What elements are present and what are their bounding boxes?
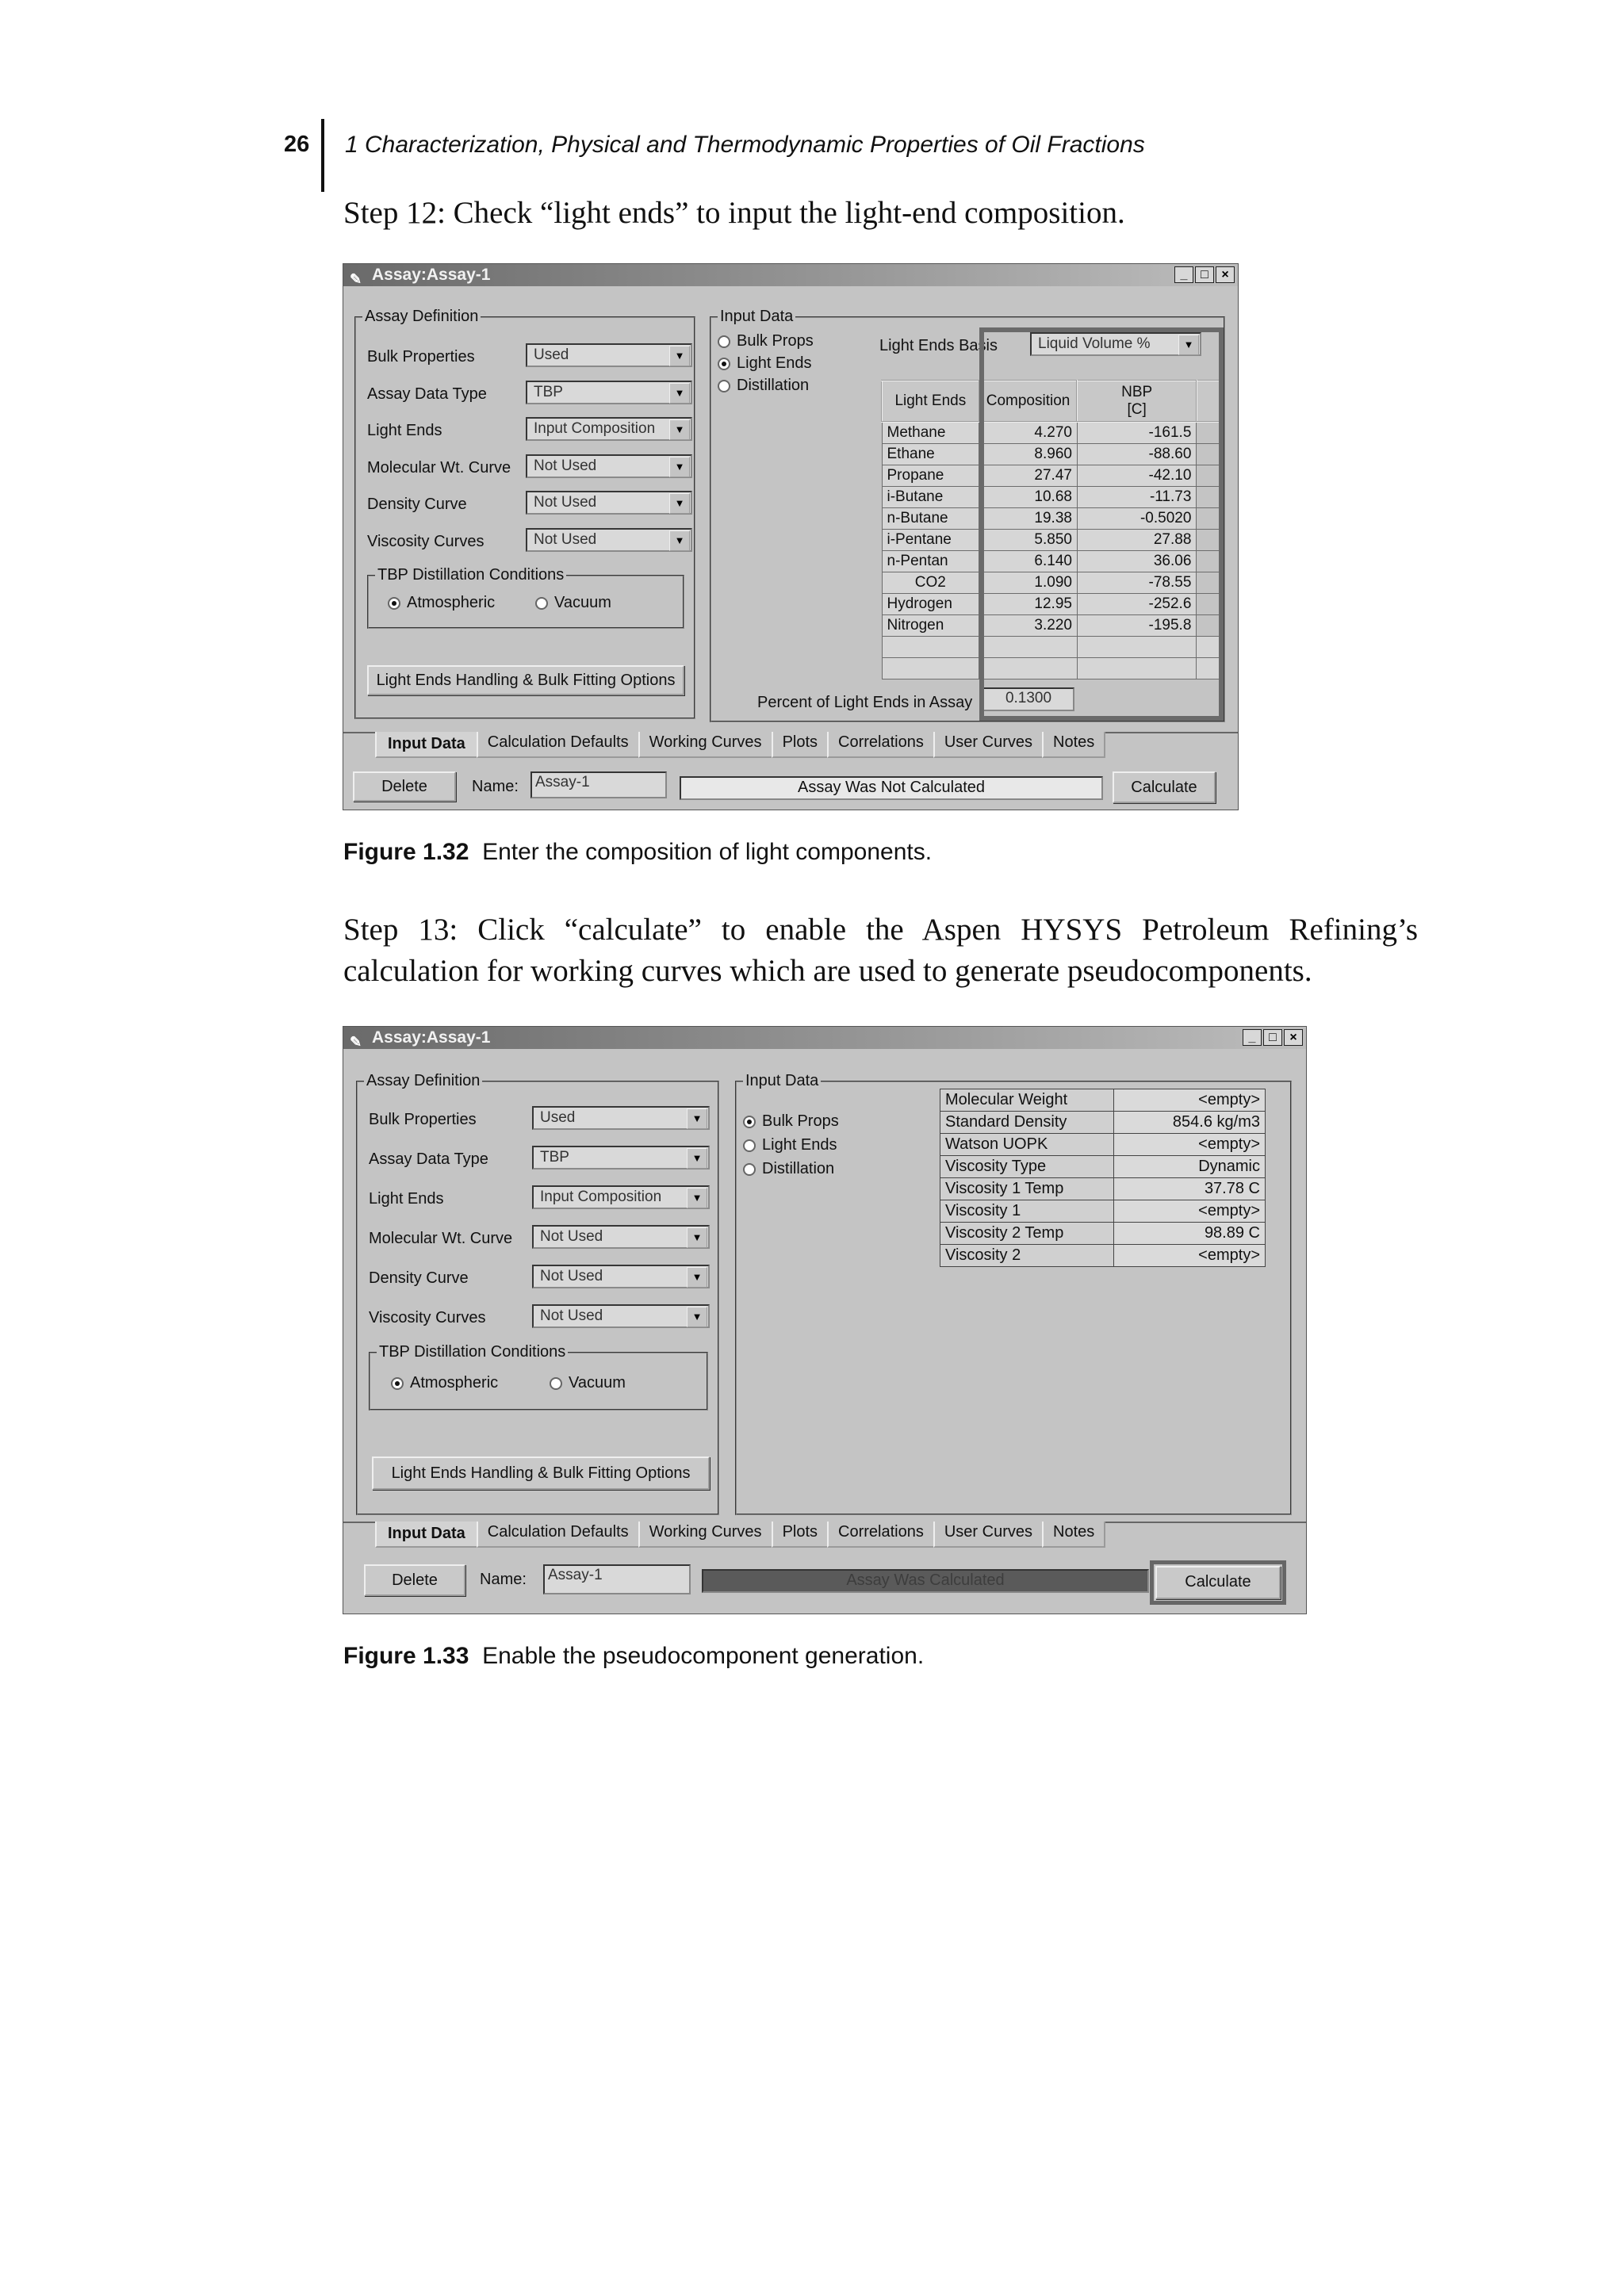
radio-vacuum[interactable]: Vacuum xyxy=(535,594,611,612)
assay-row-value: Not Used xyxy=(534,457,597,474)
page-number: 26 xyxy=(284,132,310,157)
component-name[interactable]: Nitrogen xyxy=(882,615,979,637)
property-value[interactable]: Dynamic xyxy=(1114,1156,1266,1178)
component-composition[interactable]: 19.38 xyxy=(979,508,1078,530)
window-title: Assay:Assay-1 xyxy=(372,266,491,284)
component-name[interactable]: Propane xyxy=(882,465,979,487)
table-row xyxy=(940,1245,1266,1267)
assay-row-value: TBP xyxy=(540,1149,569,1166)
minimize-button[interactable]: _ xyxy=(1174,266,1193,283)
component-composition[interactable]: 6.140 xyxy=(979,551,1078,572)
table-row xyxy=(940,1178,1266,1200)
table-row xyxy=(940,1223,1266,1245)
assay-row-combo[interactable] xyxy=(532,1304,710,1328)
header-rule xyxy=(321,119,324,192)
col-light-ends: Light Ends xyxy=(882,381,979,422)
component-name[interactable]: i-Pentane xyxy=(882,530,979,551)
chevron-down-icon[interactable]: ▼ xyxy=(669,493,690,514)
component-composition[interactable]: 1.090 xyxy=(979,572,1078,594)
light-ends-handling-button[interactable]: Light Ends Handling & Bulk Fitting Options xyxy=(372,1457,710,1490)
name-field[interactable]: Assay-1 xyxy=(543,1564,691,1594)
tbp-conditions-title: TBP Distillation Conditions xyxy=(375,566,566,584)
property-value[interactable]: 98.89 C xyxy=(1114,1223,1266,1245)
radio-bulk-props[interactable]: Bulk Props xyxy=(718,332,814,350)
component-nbp[interactable]: 27.88 xyxy=(1077,530,1196,551)
component-composition[interactable]: 8.960 xyxy=(979,444,1078,465)
assay-row-label: Assay Data Type xyxy=(367,385,487,403)
assay-row-label: Molecular Wt. Curve xyxy=(369,1230,513,1247)
component-composition[interactable]: 4.270 xyxy=(979,422,1078,444)
assay-definition-group xyxy=(356,1072,719,1515)
assay-row-combo[interactable] xyxy=(532,1225,710,1249)
property-name: Molecular Weight xyxy=(940,1089,1114,1112)
tab-calculation-defaults[interactable]: Calculation Defaults xyxy=(477,1522,640,1548)
component-composition[interactable]: 5.850 xyxy=(979,530,1078,551)
radio-distillation[interactable]: Distillation xyxy=(718,377,809,395)
property-name: Viscosity 2 xyxy=(940,1245,1114,1267)
component-nbp[interactable]: 36.06 xyxy=(1077,551,1196,572)
status-bar: Assay Was Calculated xyxy=(702,1569,1149,1593)
component-nbp[interactable]: -42.10 xyxy=(1077,465,1196,487)
assay-row-combo[interactable] xyxy=(526,491,692,515)
chevron-down-icon[interactable]: ▼ xyxy=(669,419,690,440)
maximize-button[interactable]: □ xyxy=(1263,1029,1282,1046)
component-nbp[interactable]: -11.73 xyxy=(1077,487,1196,508)
tab-working-curves[interactable]: Working Curves xyxy=(638,1522,773,1548)
assay-row-value: Input Composition xyxy=(540,1189,662,1205)
input-data-title: Input Data xyxy=(743,1072,821,1090)
window-titlebar xyxy=(343,1027,1306,1049)
tab-user-curves[interactable]: User Curves xyxy=(933,732,1044,758)
component-name[interactable]: i-Butane xyxy=(882,487,979,508)
step-13-line-2: calculation for working curves which are used to generate pseudocomponents. xyxy=(343,954,1312,988)
assay-row-label: Density Curve xyxy=(367,496,467,513)
chevron-down-icon[interactable]: ▼ xyxy=(687,1307,707,1327)
property-name: Viscosity 2 Temp xyxy=(940,1223,1114,1245)
assay-row-label: Viscosity Curves xyxy=(369,1309,486,1326)
assay-row-combo[interactable] xyxy=(526,381,692,404)
assay-row-value: Not Used xyxy=(540,1228,603,1245)
assay-row-combo[interactable] xyxy=(532,1185,710,1209)
window-title: Assay:Assay-1 xyxy=(372,1028,491,1047)
delete-button[interactable]: Delete xyxy=(353,771,456,802)
assay-row-value: Not Used xyxy=(534,494,597,511)
step-13-line-1: Step 13: Click “calculate” to enable the Aspen HYSYS Petroleum Refining’s xyxy=(343,913,1418,947)
app-icon: ✎ xyxy=(350,1034,362,1050)
figure-1-33-caption: Figure 1.33 Enable the pseudocomponent generation. xyxy=(343,1643,925,1669)
chevron-down-icon[interactable]: ▼ xyxy=(687,1148,707,1169)
assay-window-fig133 xyxy=(343,1026,1307,1614)
highlight-box xyxy=(979,327,1224,721)
radio-atmospheric[interactable]: Atmospheric xyxy=(391,1374,498,1392)
step-12-text: Step 12: Check “light ends” to input the light-end composition. xyxy=(343,196,1125,230)
light-ends-basis-label: Light Ends Basis xyxy=(879,337,998,354)
status-bar: Assay Was Not Calculated xyxy=(680,776,1103,800)
empty-cell[interactable] xyxy=(882,658,979,679)
table-row xyxy=(940,1112,1266,1134)
col-composition: Composition xyxy=(979,381,1078,422)
chevron-down-icon[interactable]: ▼ xyxy=(687,1188,707,1208)
component-nbp[interactable]: -252.6 xyxy=(1077,594,1196,615)
radio-light-ends[interactable]: Light Ends xyxy=(718,354,812,373)
input-data-group xyxy=(735,1072,1292,1515)
close-button[interactable]: × xyxy=(1284,1029,1303,1046)
component-name[interactable]: n-Butane xyxy=(882,508,979,530)
component-nbp[interactable]: -88.60 xyxy=(1077,444,1196,465)
property-value[interactable]: <empty> xyxy=(1114,1245,1266,1267)
component-composition[interactable]: 3.220 xyxy=(979,615,1078,637)
tab-correlations[interactable]: Correlations xyxy=(827,732,935,758)
tab-notes[interactable]: Notes xyxy=(1042,732,1105,758)
assay-row-value: TBP xyxy=(534,383,563,400)
tbp-conditions-title: TBP Distillation Conditions xyxy=(377,1343,568,1361)
assay-row-combo[interactable] xyxy=(526,528,692,552)
component-composition[interactable]: 27.47 xyxy=(979,465,1078,487)
minimize-button[interactable]: _ xyxy=(1243,1029,1262,1046)
tbp-conditions-group xyxy=(367,566,684,629)
table-row xyxy=(940,1156,1266,1178)
tab-strip xyxy=(375,1522,1104,1548)
assay-row-value: Used xyxy=(540,1109,576,1126)
property-value[interactable]: <empty> xyxy=(1114,1134,1266,1156)
light-ends-handling-button[interactable]: Light Ends Handling & Bulk Fitting Options xyxy=(367,665,684,695)
chevron-down-icon[interactable]: ▼ xyxy=(687,1227,707,1248)
component-name[interactable]: Hydrogen xyxy=(882,594,979,615)
empty-cell[interactable] xyxy=(882,637,979,658)
property-value[interactable]: <empty> xyxy=(1114,1200,1266,1223)
assay-row-combo[interactable] xyxy=(526,454,692,478)
percent-light-ends-field[interactable]: 0.1300 xyxy=(979,687,1074,711)
property-value[interactable]: 37.78 C xyxy=(1114,1178,1266,1200)
assay-row-value: Not Used xyxy=(540,1307,603,1324)
assay-row-label: Density Curve xyxy=(369,1269,469,1287)
component-composition[interactable]: 12.95 xyxy=(979,594,1078,615)
name-label: Name: xyxy=(480,1571,527,1588)
assay-row-label: Assay Data Type xyxy=(369,1150,488,1168)
table-row xyxy=(940,1200,1266,1223)
name-label: Name: xyxy=(472,778,519,795)
delete-button[interactable]: Delete xyxy=(364,1564,465,1596)
tab-input-data[interactable]: Input Data xyxy=(375,732,478,758)
component-name[interactable]: CO2 xyxy=(882,572,979,594)
assay-row-label: Light Ends xyxy=(367,422,442,439)
component-name[interactable]: n-Pentan xyxy=(882,551,979,572)
property-name: Viscosity Type xyxy=(940,1156,1114,1178)
table-row xyxy=(940,1089,1266,1112)
assay-row-combo[interactable] xyxy=(526,417,692,441)
assay-definition-title: Assay Definition xyxy=(364,1072,482,1090)
input-data-title: Input Data xyxy=(718,308,795,326)
chevron-down-icon[interactable]: ▼ xyxy=(669,457,690,477)
app-icon: ✎ xyxy=(350,271,362,287)
tab-plots[interactable]: Plots xyxy=(772,732,829,758)
radio-atmospheric[interactable]: Atmospheric xyxy=(388,594,495,612)
radio-light-ends[interactable]: Light Ends xyxy=(743,1136,837,1154)
assay-row-label: Light Ends xyxy=(369,1190,444,1208)
tab-correlations[interactable]: Correlations xyxy=(827,1522,935,1548)
maximize-button[interactable]: □ xyxy=(1195,266,1214,283)
property-name: Watson UOPK xyxy=(940,1134,1114,1156)
radio-vacuum[interactable]: Vacuum xyxy=(550,1374,626,1392)
tab-user-curves[interactable]: User Curves xyxy=(933,1522,1044,1548)
tab-notes[interactable]: Notes xyxy=(1042,1522,1105,1548)
component-nbp[interactable]: -161.5 xyxy=(1077,422,1196,444)
calculate-button[interactable]: Calculate xyxy=(1155,1566,1281,1599)
assay-row-value: Not Used xyxy=(540,1268,603,1284)
assay-definition-group xyxy=(354,308,695,719)
component-name[interactable]: Ethane xyxy=(882,444,979,465)
component-nbp[interactable]: -195.8 xyxy=(1077,615,1196,637)
chevron-down-icon[interactable]: ▼ xyxy=(669,530,690,551)
chevron-down-icon[interactable]: ▼ xyxy=(1178,335,1199,355)
percent-light-ends-label: Percent of Light Ends in Assay xyxy=(757,694,973,711)
component-nbp[interactable]: -0.5020 xyxy=(1077,508,1196,530)
assay-row-label: Bulk Properties xyxy=(369,1111,477,1128)
component-nbp[interactable]: -78.55 xyxy=(1077,572,1196,594)
property-name: Standard Density xyxy=(940,1112,1114,1134)
tbp-conditions-group xyxy=(369,1343,708,1411)
assay-row-combo[interactable] xyxy=(532,1146,710,1169)
component-composition[interactable]: 10.68 xyxy=(979,487,1078,508)
assay-row-combo[interactable] xyxy=(526,343,692,367)
property-value[interactable]: 854.6 kg/m3 xyxy=(1114,1112,1266,1134)
col-nbp: NBP [C] xyxy=(1077,381,1196,422)
assay-row-value: Used xyxy=(534,346,569,363)
radio-bulk-props[interactable]: Bulk Props xyxy=(743,1112,839,1131)
chevron-down-icon[interactable]: ▼ xyxy=(669,346,690,366)
assay-row-label: Viscosity Curves xyxy=(367,532,485,550)
assay-row-combo[interactable] xyxy=(532,1106,710,1130)
assay-row-value: Not Used xyxy=(534,530,597,548)
figure-1-32-caption: Figure 1.32 Enter the composition of light components. xyxy=(343,839,933,865)
assay-row-label: Bulk Properties xyxy=(367,348,475,366)
assay-row-combo[interactable] xyxy=(532,1265,710,1288)
tab-working-curves[interactable]: Working Curves xyxy=(638,732,773,758)
name-field[interactable]: Assay-1 xyxy=(530,771,667,798)
component-name[interactable]: Methane xyxy=(882,422,979,444)
chevron-down-icon[interactable]: ▼ xyxy=(687,1267,707,1288)
bulk-props-table xyxy=(940,1089,1266,1267)
running-title: 1 Characterization, Physical and Thermodynamic Properties of Oil Fractions xyxy=(345,132,1145,158)
assay-row-label: Molecular Wt. Curve xyxy=(367,458,511,477)
tab-strip xyxy=(375,732,1104,758)
chevron-down-icon[interactable]: ▼ xyxy=(669,383,690,404)
assay-definition-title: Assay Definition xyxy=(362,308,481,326)
light-ends-basis-combo[interactable]: Liquid Volume % ▼ xyxy=(1030,332,1201,356)
property-value[interactable]: <empty> xyxy=(1114,1089,1266,1112)
tab-plots[interactable]: Plots xyxy=(772,1522,829,1548)
assay-row-value: Input Composition xyxy=(534,420,656,437)
calculate-button[interactable]: Calculate xyxy=(1113,771,1216,803)
table-row xyxy=(940,1134,1266,1156)
radio-distillation[interactable]: Distillation xyxy=(743,1160,834,1178)
property-name: Viscosity 1 Temp xyxy=(940,1178,1114,1200)
property-name: Viscosity 1 xyxy=(940,1200,1114,1223)
assay-window-fig132 xyxy=(343,263,1239,810)
window-titlebar xyxy=(343,264,1238,286)
tab-calculation-defaults[interactable]: Calculation Defaults xyxy=(477,732,640,758)
chevron-down-icon[interactable]: ▼ xyxy=(687,1108,707,1129)
close-button[interactable]: × xyxy=(1216,266,1235,283)
tab-input-data[interactable]: Input Data xyxy=(375,1522,478,1548)
